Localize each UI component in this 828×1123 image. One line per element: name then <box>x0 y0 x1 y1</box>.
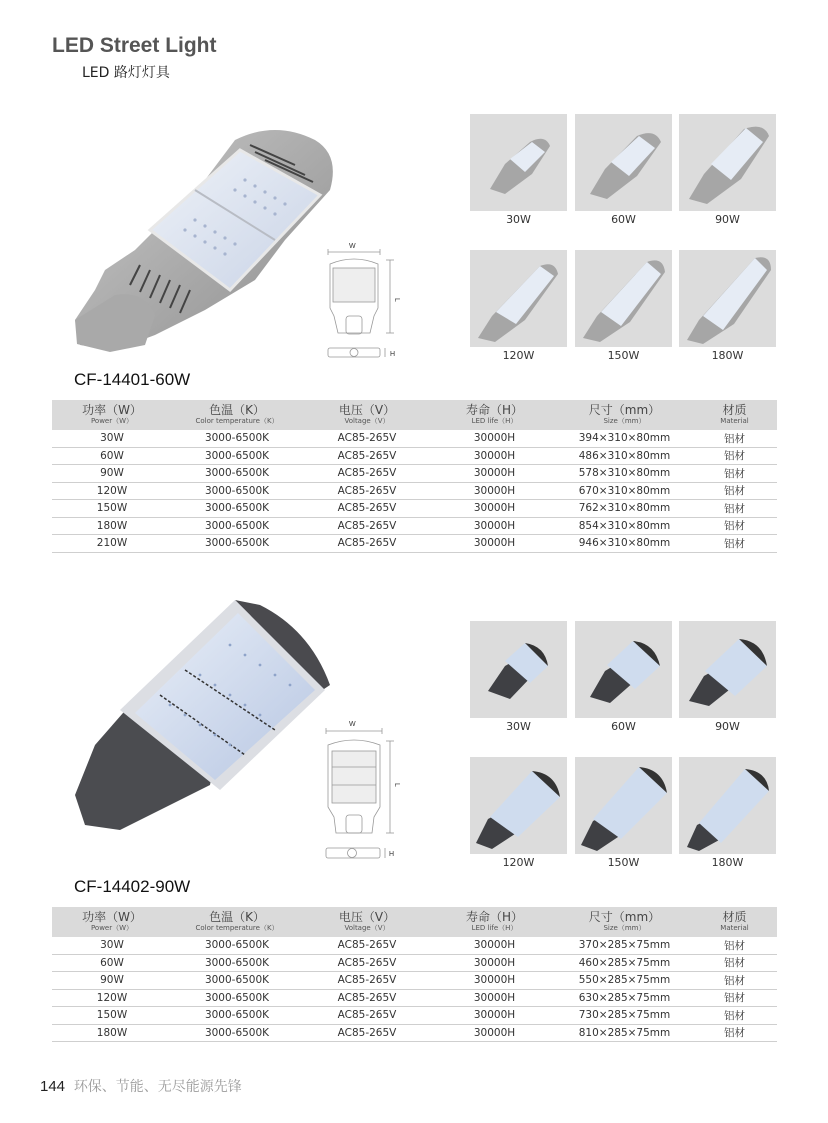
column-header-power: 功率（W） Power（W） <box>52 400 172 430</box>
column-header-color-temp: 色温（K） Color temperature（K） <box>172 907 302 937</box>
thumbnail-label: 90W <box>715 720 740 733</box>
thumbnail-label: 150W <box>607 349 640 362</box>
footer-slogan: 环保、节能、无尽能源先锋 <box>73 1079 242 1095</box>
column-header-life: 寿命（H） LED life（H） <box>432 907 557 937</box>
table-row: 90W 3000-6500K AC85-265V 30000H 578×310×80mm 铝材 <box>52 465 777 483</box>
spec-table-1 <box>52 400 777 553</box>
column-header-color-temp: 色温（K） Color temperature（K） <box>172 400 302 430</box>
thumbnail-grid-2 <box>470 621 778 871</box>
table-row: 30W 3000-6500K AC85-265V 30000H 394×310×80mm 铝材 <box>52 430 777 447</box>
thumbnail-30w[interactable] <box>470 114 567 211</box>
dark-led-street-light-image <box>60 595 360 840</box>
thumbnail-label: 120W <box>502 349 535 362</box>
table-header-row <box>52 400 777 430</box>
page-title: LED Street Light <box>52 34 217 57</box>
thumbnail-label: 30W <box>506 720 531 733</box>
table-row: 90W 3000-6500K AC85-265V 30000H 550×285×75mm 铝材 <box>52 972 777 990</box>
thumbnail-90w[interactable] <box>679 114 776 211</box>
thumbnail-90w[interactable] <box>679 621 776 718</box>
page-subtitle: LED 路灯灯具 <box>82 65 170 81</box>
table-row: 210W 3000-6500K AC85-265V 30000H 946×310×80mm 铝材 <box>52 535 777 553</box>
thumbnail-120w[interactable] <box>470 757 567 854</box>
thumbnail-30w[interactable] <box>470 621 567 718</box>
table-row: 150W 3000-6500K AC85-265V 30000H 762×310×80mm 铝材 <box>52 500 777 518</box>
svg-text:L: L <box>393 298 400 302</box>
table-row: 60W 3000-6500K AC85-265V 30000H 460×285×75mm 铝材 <box>52 954 777 972</box>
thumbnail-label: 90W <box>715 213 740 226</box>
table-row: 150W 3000-6500K AC85-265V 30000H 730×285×75mm 铝材 <box>52 1007 777 1025</box>
svg-text:H: H <box>389 851 395 858</box>
dimension-drawing <box>322 715 402 865</box>
svg-text:L: L <box>393 783 400 787</box>
thumbnail-label: 120W <box>502 856 535 869</box>
table-row: 180W 3000-6500K AC85-265V 30000H 854×310×80mm 铝材 <box>52 517 777 535</box>
thumbnail-label: 60W <box>611 213 636 226</box>
thumbnail-60w[interactable] <box>575 621 672 718</box>
thumbnail-60w[interactable] <box>575 114 672 211</box>
table-row: 60W 3000-6500K AC85-265V 30000H 486×310×80mm 铝材 <box>52 447 777 465</box>
dimension-drawing <box>322 238 402 363</box>
column-header-size: 尺寸（mm） Size（mm） <box>557 400 692 430</box>
grey-led-street-light-image <box>55 120 345 360</box>
thumbnail-label: 30W <box>506 213 531 226</box>
width-label: W <box>349 243 356 250</box>
thumbnail-label: 180W <box>711 349 744 362</box>
model-number: CF-14402-90W <box>74 877 191 896</box>
svg-text:W: W <box>349 721 356 728</box>
svg-text:H: H <box>390 351 396 358</box>
thumbnail-120w[interactable] <box>470 250 567 347</box>
thumbnail-150w[interactable] <box>575 250 672 347</box>
column-header-material: 材质 Material <box>692 907 777 937</box>
column-header-material: 材质 Material <box>692 400 777 430</box>
spec-table-2 <box>52 907 777 1042</box>
column-header-size: 尺寸（mm） Size（mm） <box>557 907 692 937</box>
page-footer <box>40 1076 242 1096</box>
column-header-power: 功率（W） Power（W） <box>52 907 172 937</box>
thumbnail-150w[interactable] <box>575 757 672 854</box>
thumbnail-label: 150W <box>607 856 640 869</box>
table-row: 180W 3000-6500K AC85-265V 30000H 810×285×75mm 铝材 <box>52 1024 777 1042</box>
thumbnail-label: 180W <box>711 856 744 869</box>
table-row: 120W 3000-6500K AC85-265V 30000H 670×310×80mm 铝材 <box>52 482 777 500</box>
thumbnail-grid-1 <box>470 114 778 364</box>
column-header-voltage: 电压（V） Voltage（V） <box>302 907 432 937</box>
thumbnail-label: 60W <box>611 720 636 733</box>
thumbnail-180w[interactable] <box>679 757 776 854</box>
table-row: 120W 3000-6500K AC85-265V 30000H 630×285×75mm 铝材 <box>52 989 777 1007</box>
page-number: 144 <box>40 1078 66 1095</box>
column-header-life: 寿命（H） LED life（H） <box>432 400 557 430</box>
table-header-row <box>52 907 777 937</box>
thumbnail-180w[interactable] <box>679 250 776 347</box>
table-row: 30W 3000-6500K AC85-265V 30000H 370×285×75mm 铝材 <box>52 937 777 954</box>
model-number: CF-14401-60W <box>74 370 191 389</box>
column-header-voltage: 电压（V） Voltage（V） <box>302 400 432 430</box>
